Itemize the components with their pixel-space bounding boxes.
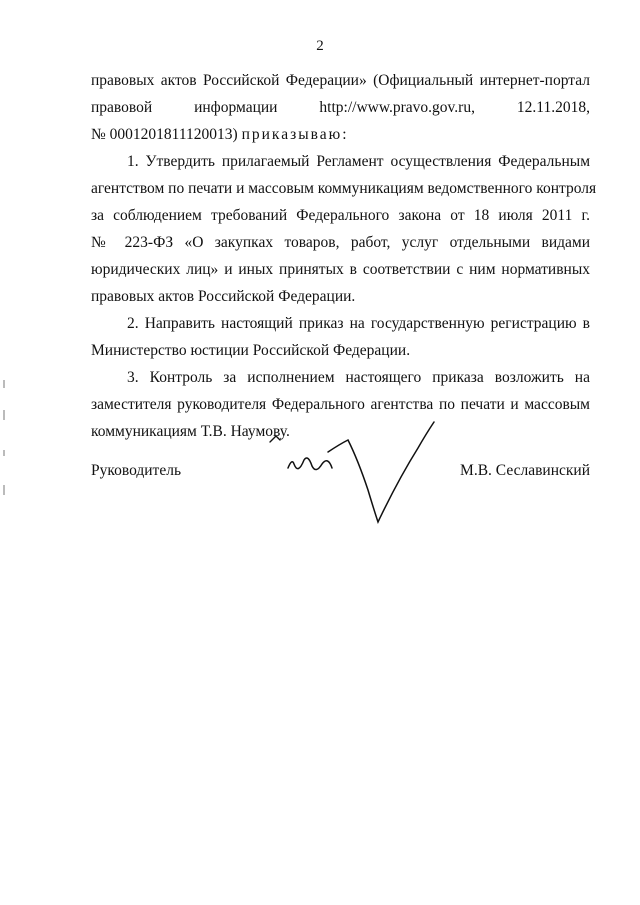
scan-margin-marks (2, 380, 8, 500)
item1-line: № 223-ФЗ «О закупках товаров, работ, услуг отдельными видами (91, 234, 590, 251)
signatory-name: М.В. Сеславинский (460, 462, 590, 479)
page-number: 2 (316, 38, 324, 54)
publication-number: № 0001201811120013) (91, 126, 238, 143)
item1-line: правовых актов Российской Федерации. (91, 288, 356, 305)
intro-date: 12.11.2018, (516, 99, 590, 116)
item1-line: 1. Утвердить прилагаемый Регламент осуществления Федеральным (127, 153, 590, 170)
intro-url: http://www.pravo.gov.ru, (319, 99, 475, 116)
intro-line (91, 124, 590, 146)
item1-line: за соблюдением требований Федерального закона от 18 июля 2011 г. (91, 207, 590, 224)
item2-line: Министерство юстиции Российской Федерации. (91, 342, 411, 359)
intro-word: правовой (91, 99, 153, 116)
intro-line: правовых актов Российской Федерации» (Официальный интернет-портал (91, 72, 590, 89)
item3-line: 3. Контроль за исполнением настоящего приказа возложить на (127, 369, 590, 386)
order-command: приказываю: (241, 126, 349, 143)
item1-line: агентством по печати и массовым коммуникациям ведомственного контроля (91, 180, 597, 197)
signatory-title: Руководитель (91, 462, 182, 479)
item3-line: заместителя руководителя Федерального агентства по печати и массовым (91, 396, 590, 413)
signature-block (91, 462, 590, 486)
intro-word: информации (194, 99, 278, 116)
intro-line (91, 97, 590, 119)
item3-line: коммуникациям Т.В. Наумову. (91, 423, 290, 440)
item2-line: 2. Направить настоящий приказ на государственную регистрацию в (127, 315, 590, 332)
item1-line: юридических лиц» и иных принятых в соответствии с ним нормативных (91, 261, 590, 278)
